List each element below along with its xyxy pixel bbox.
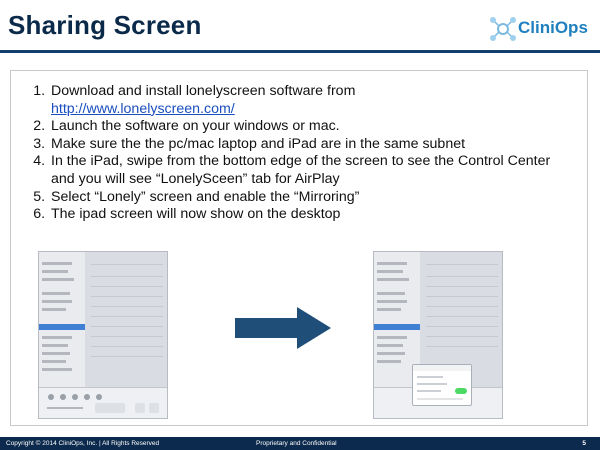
control-center-panel [39,387,167,418]
copyright-text: Copyright © 2014 CliniOps, Inc. | All Rights Reserved [6,440,160,447]
molecule-icon [488,14,518,44]
right-arrow-icon [235,307,331,349]
step-item: 6. The ipad screen will now show on the desktop [49,206,569,224]
page-title: Sharing Screen [8,10,202,40]
cliniops-logo [488,14,588,44]
steps-list [35,83,569,224]
ipad-airplay-screenshot [373,251,503,419]
airplay-popup [412,364,472,406]
step-text: Download and install lonelyscreen software from [51,83,356,99]
footer-bar [0,437,600,450]
step-item: 2. Launch the software on your windows or mac. [49,118,569,136]
ipad-control-center-screenshot [38,251,168,419]
step-item [49,83,569,118]
lonelyscreen-link[interactable]: http://www.lonelyscreen.com/ [51,100,235,117]
step-item: 3. Make sure the the pc/mac laptop and iPad are in the same subnet [49,136,569,154]
step-item: 5. Select “Lonely” screen and enable the “Mirroring” [49,189,569,207]
step-item: 4. In the iPad, swipe from the bottom edge of the screen to see the Control Center and you will see “LonelySceen” tab for AirPlay [49,153,569,188]
header-rule [0,50,600,53]
logo-text: CliniOps [518,18,588,37]
content-frame [10,70,588,426]
page-number: 5 [582,440,586,447]
confidential-text: Proprietary and Confidential [256,440,337,447]
